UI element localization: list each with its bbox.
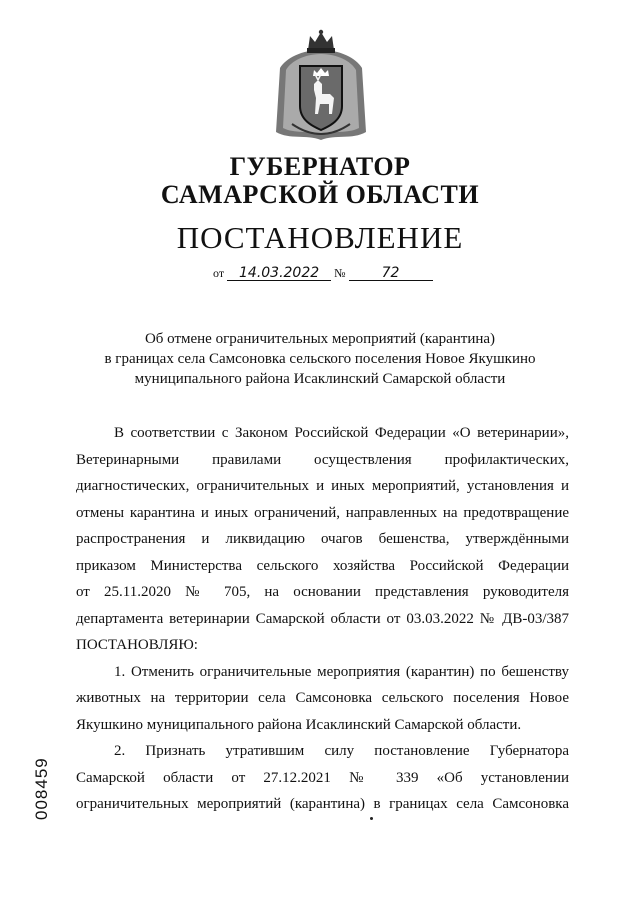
body-line: животных на территории села Самсоновка сельского поселения Новое bbox=[76, 690, 569, 706]
body-line: департамента ветеринарии Самарской области от 03.03.2022 № ДВ-03/387 bbox=[76, 610, 569, 627]
number-label: № bbox=[334, 266, 346, 280]
body-line: 2. Признать утратившим силу постановление Губернатора bbox=[114, 743, 569, 759]
date-number-line bbox=[213, 266, 433, 281]
document-type: ПОСТАНОВЛЕНИЕ bbox=[176, 220, 464, 255]
body-line: Якушкино муниципального района Исаклинский Самарской области. bbox=[76, 716, 522, 733]
title-line: в границах села Самсоновка сельского поселения Новое Якушкино bbox=[104, 351, 536, 367]
title-line: муниципального района Исаклинский Самарской области bbox=[134, 371, 506, 387]
body-line: 1. Отменить ограничительные мероприятия (карантин) по бешенству bbox=[114, 663, 569, 680]
header-line2: САМАРСКОЙ ОБЛАСТИ bbox=[160, 180, 480, 209]
body-line: приказом Министерства сельского хозяйства Российской Федерации bbox=[76, 557, 569, 574]
document-title bbox=[0, 329, 640, 389]
side-serial-number: 008459 bbox=[32, 757, 51, 820]
body-line: отмены карантина и иных ограничений, направленных на предотвращение bbox=[76, 504, 569, 521]
handwritten-date: 14.03.2022 bbox=[227, 266, 331, 281]
resolution-word: ПОСТАНОВЛЯЮ: bbox=[76, 637, 198, 653]
body-line: от 25.11.2020 № 705, на основании представления руководителя bbox=[76, 584, 569, 600]
body-line: ограничительных мероприятий (карантина) в границах села Самсоновка bbox=[76, 796, 569, 812]
page-dot bbox=[370, 817, 373, 820]
body-line: распространения и ликвидацию очагов бешенства, утверждёнными bbox=[76, 531, 569, 547]
coat-of-arms-icon bbox=[272, 28, 370, 144]
document-body bbox=[76, 420, 569, 818]
body-line: Самарской области от 27.12.2021 № 339 «Об установлении bbox=[76, 769, 569, 786]
title-line: Об отмене ограничительных мероприятий (карантина) bbox=[144, 331, 496, 347]
body-line: диагностических, ограничительных и иных мероприятий, установления и bbox=[76, 478, 569, 494]
body-line: Ветеринарными правилами осуществления профилактических, bbox=[76, 451, 569, 468]
body-line: В соответствии с Законом Российской Федерации «О ветеринарии», bbox=[114, 425, 569, 441]
handwritten-number: 72 bbox=[349, 266, 433, 281]
date-prefix: от bbox=[213, 266, 225, 280]
header-line1: ГУБЕРНАТОР bbox=[229, 152, 411, 181]
